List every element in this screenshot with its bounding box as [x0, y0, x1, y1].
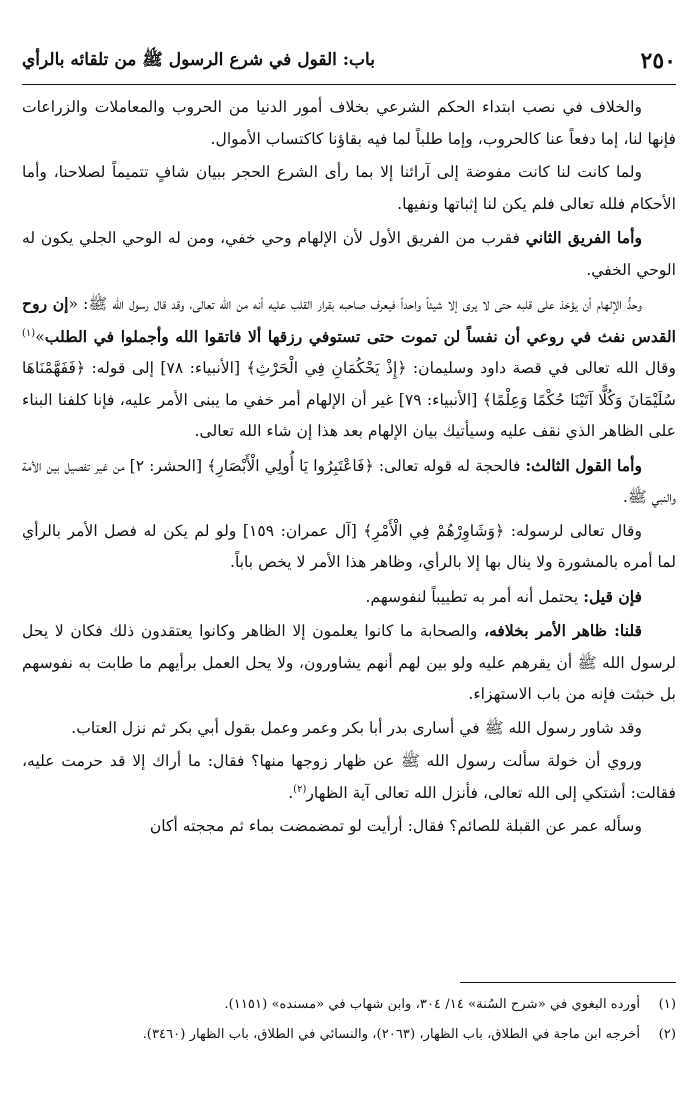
footnote — [22, 990, 676, 1020]
text-run: وروي أن خولة سألت رسول الله ﷺ عن ظهار زوجها منها؟ فقال: ما أراك إلا قد حرمت عليه، فقالت: أشتكي إلى الله تعالى، فأنزل الله تعالى آية الظهار — [22, 752, 676, 802]
text-run: وقد شاور رسول الله ﷺ في أسارى بدر أبا بكر وعمر وعمل بقول أبي بكر ثم نزل العتاب. — [71, 718, 642, 737]
page-header — [22, 38, 676, 85]
paragraph — [22, 746, 676, 809]
main-text — [22, 92, 676, 845]
quran-verse: ﴿فَفَهَّمْنَاهَا سُلَيْمَانَ وَكُلًّا آتَيْنَا حُكْمًا وَعِلْمًا﴾ — [22, 359, 677, 409]
bold-phrase: وأما الفريق الثاني — [525, 228, 642, 247]
footnote-number: (١) — [658, 997, 676, 1012]
text-run: [الأنبياء: ٧٩] غير أن الإلهام أمر خفي ما يبنى الأمر عليه، فإنا كلفنا البناء على الظاهر الذي نقف عليه وسيأتيك بيان الإلهام بعد هذا إن شاء الله تعالى. — [22, 390, 676, 440]
text-run: يحتمل أنه أمر به تطييباً لنفوسهم. — [365, 587, 584, 606]
footnote-number: (٢) — [658, 1027, 676, 1042]
paragraph — [22, 581, 676, 614]
text-run: [الحشر: ٢] من غير تفصيل بين الأمة والنبي ﷺ. — [22, 456, 676, 506]
quran-verse: ﴿وَشَاوِرْهُمْ فِي الْأَمْرِ﴾ — [363, 521, 505, 540]
footnote-text: أخرجه ابن ماجة في الطلاق، باب الظهار، (٢٠٦٣)، والنسائي في الطلاق، باب الظهار (٣٤٦٠). — [142, 1027, 640, 1042]
bold-phrase: فإن قيل: — [583, 586, 642, 606]
bold-phrase: قلنا: ظاهر الأمر بخلافه، — [484, 621, 642, 640]
bold-phrase: وأما القول الثالث: — [525, 455, 643, 475]
text-run: ولما كانت لنا كانت مفوضة إلى آرائنا إلا بما رأى الشرع الحجر ببيان شافٍ تتميماً لصلاحنا، وأما الأحكام فلله تعالى فلم يكن لنا إثباتها ونفيها. — [22, 163, 676, 213]
text-run: والخلاف في نصب ابتداء الحكم الشرعي بخلاف أمور الدنيا من الحروب والمعاملات والزراعات فإنها لنا، إما دفعاً عنا كالحروب، وإما طلباً لما فيه بقاؤنا كاكتساب الأموال. — [22, 98, 676, 148]
text-run: وقال تعالى لرسوله: — [504, 521, 642, 540]
paragraph — [22, 450, 676, 514]
footnotes — [22, 990, 676, 1050]
footnote-divider — [460, 982, 676, 983]
paragraph — [22, 615, 676, 711]
text-run: وسأله عمر عن القبلة للصائم؟ فقال: أرأيت لو تمضمضت بماء ثم مججته أكان — [149, 817, 642, 835]
paragraph — [22, 811, 676, 843]
footnote-reference[interactable]: (١) — [22, 327, 36, 339]
text-run: فالحجة له قوله تعالى: — [373, 456, 526, 475]
text-run: فقرب من الفريق الأول لأن الإلهام وحي خفي، ومن له الوحي الجلي يكون له الوحي الخفي. — [22, 229, 676, 279]
text-run: والصحابة ما كانوا يعلمون إلا الظاهر وكانوا يعتقدون ذلك فكان لا يحل لرسول الله ﷺ أن يقرهم عليه ولو بين لهم أنهم يشاورون، ولا يحل العمل برأيهم ما طابت به نفوسهم بل خبثت فإنه من باب الاستهزاء. — [22, 622, 676, 703]
paragraph — [22, 713, 676, 745]
footnote — [22, 1020, 676, 1050]
paragraph — [22, 516, 676, 579]
quran-verse: ﴿فَاعْتَبِرُوا يَا أُولِي الْأَبْصَارِ﴾ — [207, 456, 374, 475]
text-run: » — [35, 327, 45, 346]
chapter-title: باب: القول في شرع الرسول ﷺ من تلقائه بالرأي — [22, 49, 375, 70]
paragraph — [22, 92, 676, 155]
text-run: . — [288, 783, 294, 802]
text-run: وقال الله تعالى في قصة داود وسليمان: — [406, 359, 676, 377]
paragraph — [22, 222, 676, 286]
paragraph — [22, 157, 676, 220]
paragraph — [22, 288, 676, 448]
text-run: [الأنبياء: ٧٨] إلى قوله: — [85, 359, 247, 377]
footnote-reference[interactable]: (٢) — [293, 783, 307, 795]
page-number: ٢٥٠ — [640, 48, 676, 74]
footnote-text: أورده البغوي في «شرح السُنة» ١٤/ ٣٠٤، وابن شهاب في «مسنده» (١١٥١). — [224, 997, 640, 1012]
bold-phrase: إن روح القدس نفث في روعي أن نفساً لن تموت حتى تستوفي رزقها ألا فاتقوا الله وأجملوا في الطلب — [22, 294, 676, 346]
quran-verse: ﴿إِذْ يَحْكُمَانِ فِي الْحَرْثِ﴾ — [246, 359, 407, 377]
text-run: [آل عمران: ١٥٩] ولو لم يكن له فصل الأمر بالرأي لما أمره بالمشورة ولا ينال بها إلا بالرأي، وظاهر هذا الأمر لا يخص باباً. — [22, 521, 676, 571]
text-run: وحدُّ الإلهام أن يؤخذ على قلبه حتى لا يرى إلا شيئاً واحداً فيعرف صاحبه بقرار القلب عليه أنه من الله تعالى، وقد قال رسول الله ﷺ: « — [68, 295, 642, 313]
